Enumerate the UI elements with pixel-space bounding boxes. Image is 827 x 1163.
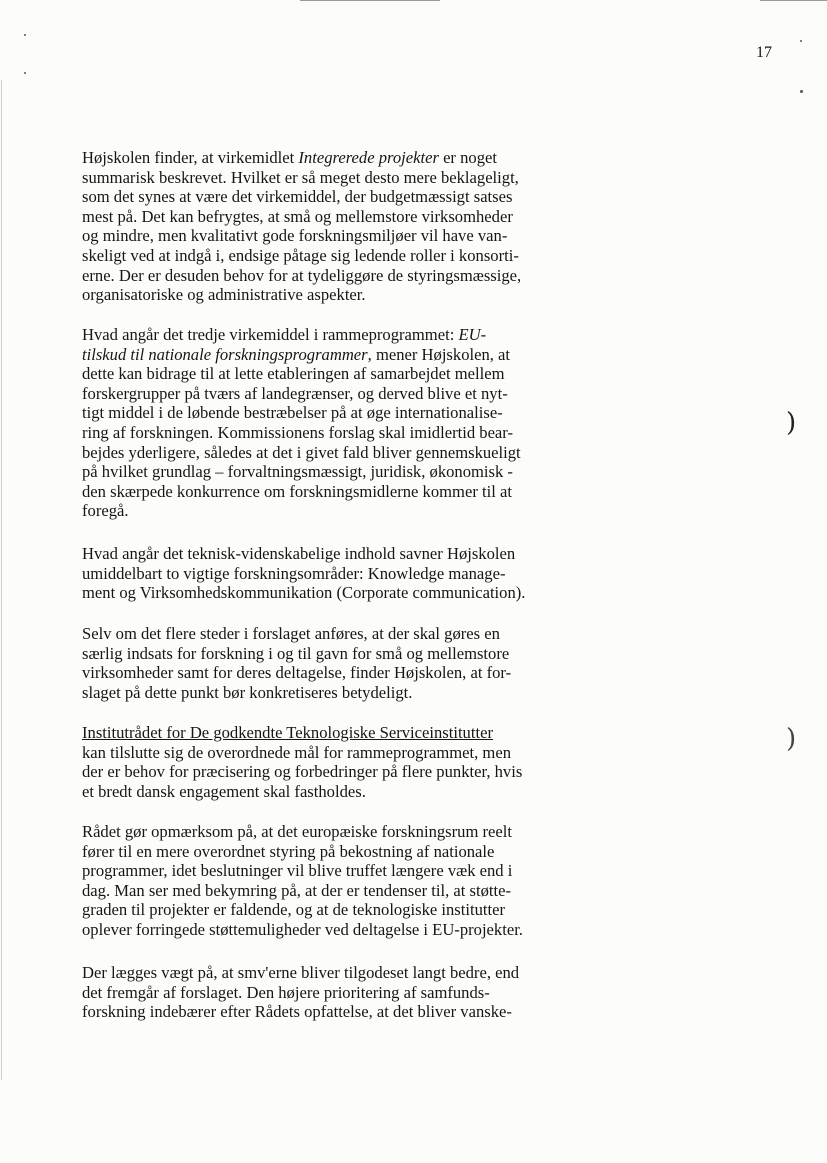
scan-speck (24, 72, 26, 74)
text-run: Der lægges vægt på, at smv'erne bliver tilgodeset langt bedre, end (82, 963, 520, 982)
text-line (82, 207, 622, 227)
text-run: Rådet gør opmærksom på, at det europæiske forskningsrum reelt (82, 822, 512, 841)
text-line (82, 266, 622, 286)
scan-top-edge-line (300, 0, 440, 1)
text-run: slaget på dette punkt bør konkretiseres betydeligt. (82, 682, 413, 702)
italic-title-run: EU- (458, 325, 487, 344)
text-line (82, 861, 622, 881)
text-run: programmer, idet beslutninger vil blive truffet længere væk end i (82, 861, 513, 881)
punch-hole-mark: ) (786, 408, 797, 438)
text-run: erne. Der er desuden behov for at tydeliggøre de styringsmæssige, (82, 265, 522, 285)
text-line (82, 900, 622, 920)
text-run: oplever forringede støttemuligheder ved deltagelse i EU-projekter. (82, 919, 523, 939)
text-run: summarisk beskrevet. Hvilket er så meget desto mere beklageligt, (82, 167, 519, 187)
text-run: er noget (438, 148, 497, 167)
text-line (82, 187, 622, 207)
italic-title-run: tilskud til nationale forskningsprogrammer (82, 344, 368, 364)
text-line (82, 762, 622, 782)
text-line (82, 148, 622, 168)
text-line (82, 482, 622, 502)
text-run: forskning indebærer efter Rådets opfattelse, at det bliver vanske- (82, 1002, 512, 1022)
text-line (82, 743, 622, 763)
text-run: dag. Man ser med bekymring på, at der er tendenser til, at støtte- (82, 880, 511, 900)
text-run: et bredt dansk engagement skal fastholdes. (82, 781, 366, 801)
scan-top-edge-line (760, 0, 827, 1)
text-run: , mener Højskolen, at (367, 344, 511, 364)
text-run: det fremgår af forslaget. Den højere prioritering af samfunds- (82, 982, 490, 1002)
text-line (82, 564, 622, 584)
text-line (82, 384, 622, 404)
text-line (82, 583, 622, 603)
text-line (82, 920, 622, 940)
punch-hole-mark: ) (786, 724, 797, 754)
text-run: umiddelbart to vigtige forskningsområder: Knowledge manage- (82, 563, 506, 583)
text-line (82, 462, 622, 482)
text-run: kan tilslutte sig de overordnede mål for rammeprogrammet, men (82, 742, 511, 762)
text-run: foregå. (82, 501, 129, 521)
text-line (82, 842, 622, 862)
text-line (82, 423, 622, 443)
text-run: ment og Virksomhedskommunikation (Corporate communication). (82, 583, 526, 603)
text-run: tigt middel i de løbende bestræbelser på at øge internationalise- (82, 403, 503, 423)
text-line (82, 325, 622, 345)
text-line (82, 1002, 622, 1022)
text-line (82, 624, 622, 644)
scan-speck (24, 34, 26, 36)
italic-title-run: Integrerede projekter (298, 148, 439, 167)
text-line (82, 364, 622, 384)
text-line (82, 683, 622, 703)
text-run: dette kan bidrage til at lette etableringen af samarbejdet mellem (82, 364, 505, 384)
paragraph (82, 822, 622, 940)
text-line (82, 403, 622, 423)
text-run: særlig indsats for forskning i og til gavn for små og mellemstore (82, 643, 510, 663)
page-number: 17 (756, 44, 772, 61)
text-line (82, 822, 622, 842)
text-line (82, 443, 622, 463)
text-line (82, 644, 622, 664)
text-run: på hvilket grundlag – forvaltningsmæssigt, juridisk, økonomisk - (82, 462, 513, 482)
text-line (82, 663, 622, 683)
paragraph (82, 148, 622, 305)
text-run: Selv om det flere steder i forslaget anføres, at der skal gøres en (82, 624, 500, 643)
text-run: den skærpede konkurrence om forskningsmidlerne kommer til at (82, 481, 512, 501)
text-line (82, 285, 622, 305)
paragraph (82, 723, 622, 801)
underlined-heading-run: Institutrådet for De godkendte Teknologiske Serviceinstitutter (82, 723, 493, 742)
scan-speck (800, 90, 803, 93)
paragraph (82, 963, 622, 1022)
text-run: Hvad angår det tredje virkemiddel i rammeprogrammet: (82, 325, 459, 344)
paragraph (82, 544, 622, 603)
text-line (82, 983, 622, 1003)
text-run: organisatoriske og administrative aspekter. (82, 285, 366, 305)
text-run: virksomheder samt for deres deltagelse, finder Højskolen, at for- (82, 663, 512, 683)
text-run: Højskolen finder, at virkemidlet (82, 148, 299, 167)
text-run: mest på. Det kan befrygtes, at små og mellemstore virksomheder (82, 206, 513, 226)
text-run: og mindre, men kvalitativt gode forskningsmiljøer vil have van- (82, 226, 508, 246)
scan-left-edge-line (1, 80, 2, 1080)
text-line (82, 544, 622, 564)
text-run: bejdes yderligere, således at det i givet fald bliver gennemskueligt (82, 442, 521, 462)
paragraph (82, 325, 622, 521)
text-run: forskergrupper på tværs af landegrænser, og derved blive et nyt- (82, 383, 508, 403)
text-line (82, 246, 622, 266)
text-line (82, 226, 622, 246)
paragraph (82, 624, 622, 702)
text-run: der er behov for præcisering og forbedringer på flere punkter, hvis (82, 762, 523, 782)
text-run: fører til en mere overordnet styring på bekostning af nationale (82, 841, 495, 861)
text-line (82, 881, 622, 901)
text-line (82, 345, 622, 365)
text-run: ring af forskningen. Kommissionens forslag skal imidlertid bear- (82, 422, 514, 442)
text-line (82, 501, 622, 521)
text-run: Hvad angår det teknisk-videnskabelige indhold savner Højskolen (82, 544, 516, 563)
text-run: som det synes at være det virkemiddel, der budgetmæssigt satses (82, 187, 513, 207)
text-line (82, 168, 622, 188)
text-line (82, 782, 622, 802)
scan-speck (800, 40, 802, 42)
text-line (82, 723, 622, 743)
text-run: skeligt ved at indgå i, endsige påtage sig ledende roller i konsorti- (82, 245, 519, 265)
text-run: graden til projekter er faldende, og at de teknologiske institutter (82, 900, 506, 920)
text-line (82, 963, 622, 983)
